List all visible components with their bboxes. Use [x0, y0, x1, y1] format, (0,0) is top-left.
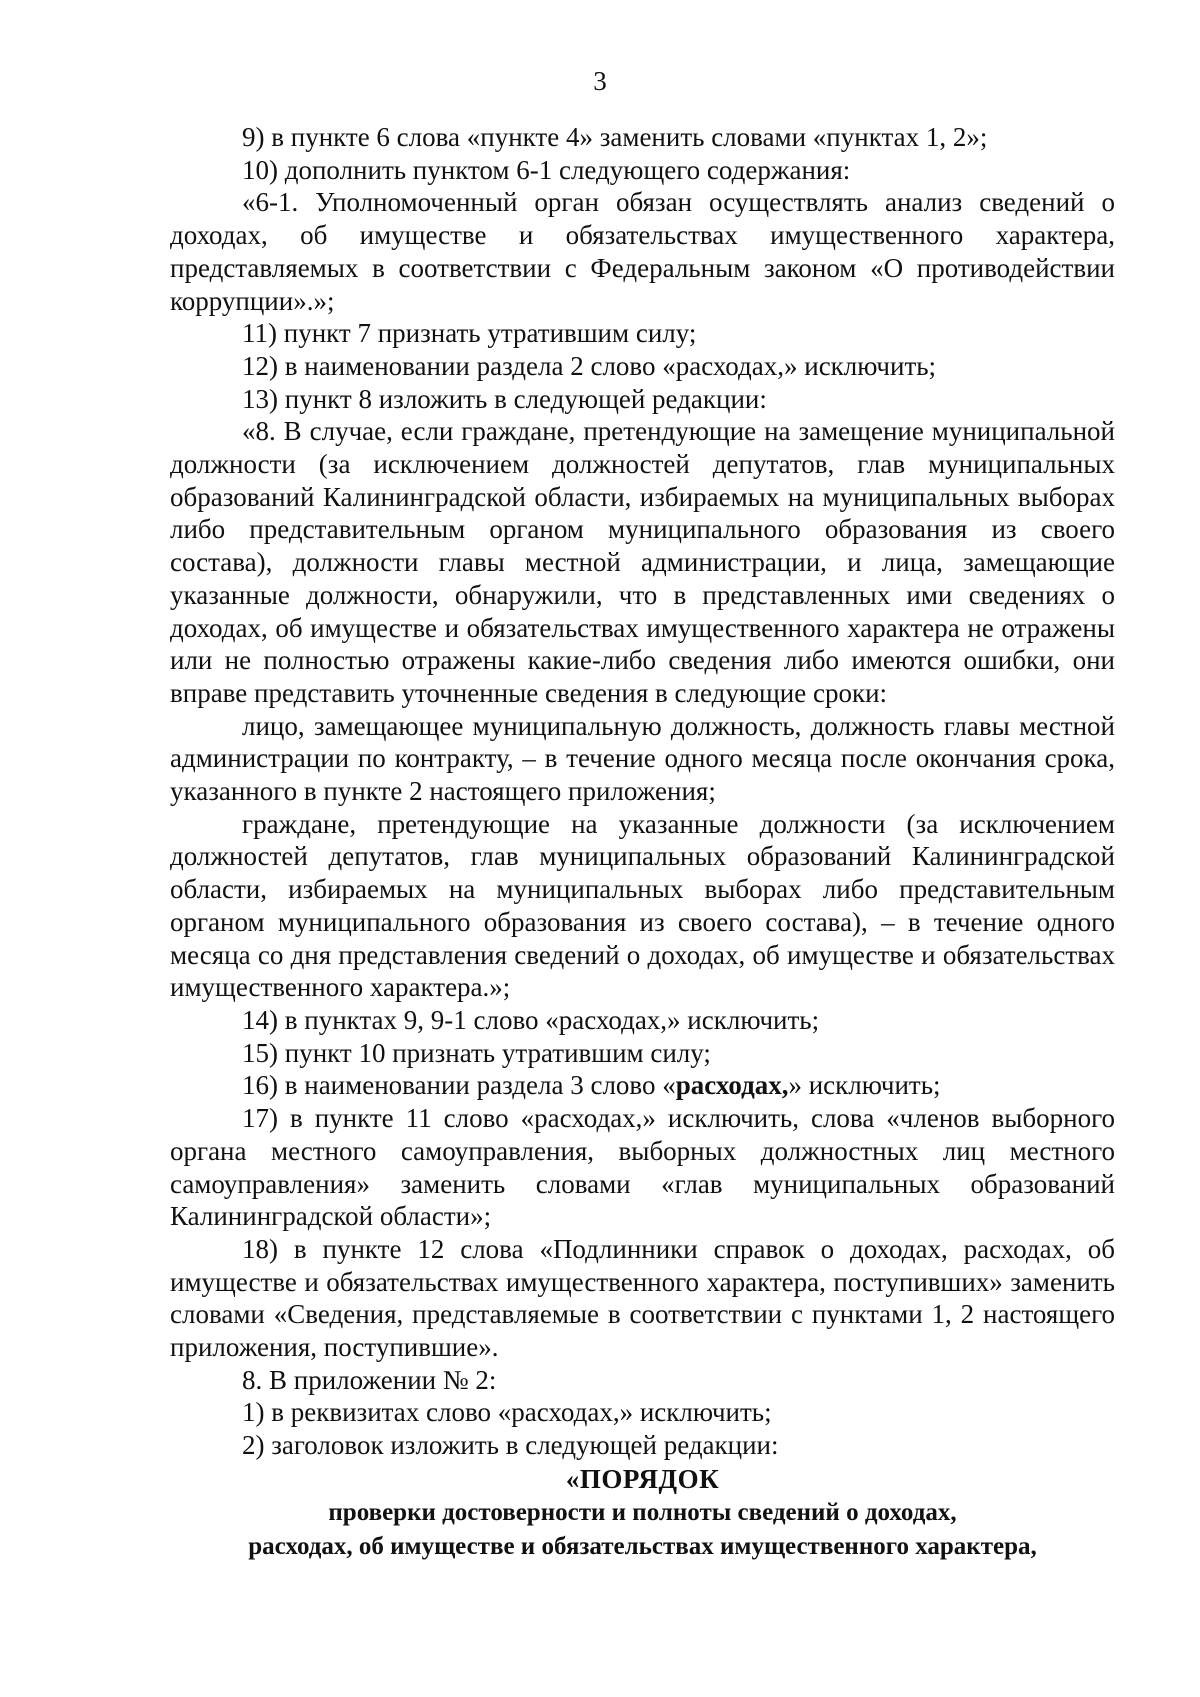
paragraph-9: 9) в пункте 6 слова «пункте 4» заменить словами «пунктах 1, 2»;: [242, 122, 988, 152]
paragraph-17: 17) в пункте 11 слово «расходах,» исключить, слова «членов выборного органа местного самоуправления, выборных должностных лиц местного самоуправления» заменить словами «глав муниципальных образований Калининградской области»;: [170, 1103, 1115, 1232]
paragraph-13: 13) пункт 8 изложить в следующей редакции:: [242, 383, 767, 414]
paragraph-12: 12) в наименовании раздела 2 слово «расходах,» исключить;: [242, 350, 937, 381]
paragraph-appendix-2: 8. В приложении № 2:: [242, 1364, 497, 1395]
paragraph-11: 11) пункт 7 признать утратившим силу;: [242, 318, 697, 349]
paragraph-term-official: лицо, замещающее муниципальную должность, должность главы местной администрации по контракту, – в течение одного месяца после окончания срока, указанного в пункте 2 настоящего приложения;: [170, 710, 1115, 807]
document-body: [170, 121, 1115, 1564]
paragraph-15: 15) пункт 10 признать утратившим силу;: [242, 1037, 711, 1068]
paragraph-16: [170, 1069, 1115, 1102]
paragraph-14: 14) в пунктах 9, 9-1 слово «расходах,» исключить;: [242, 1004, 820, 1035]
heading-line-2: расходах, об имуществе и обязательствах имущественного характера,: [248, 1532, 1037, 1560]
paragraph-16-before: 16) в наименовании раздела 3 слово «: [242, 1070, 676, 1101]
heading-title: «ПОРЯДОК: [565, 1463, 720, 1494]
paragraph-6-1-text: «6-1. Уполномоченный орган обязан осуществлять анализ сведений о доходах, об имуществе и обязательствах имущественного характера, представляемых в соответствии с Федеральным законом «О противодействии коррупции».»;: [170, 187, 1115, 316]
paragraph-appendix-2-item-1: 1) в реквизитах слово «расходах,» исключить;: [242, 1397, 772, 1428]
page-number: 3: [593, 66, 607, 96]
paragraph-16-after: » исключить;: [788, 1070, 941, 1101]
heading-line-1: проверки достоверности и полноты сведений о доходах,: [328, 1498, 957, 1526]
paragraph-10: 10) дополнить пунктом 6-1 следующего содержания:: [242, 154, 851, 185]
paragraph-8-text: «8. В случае, если граждане, претендующие на замещение муниципальной должности (за исключением должностей депутатов, глав муниципальных образований Калининградской области, избираемых на муниципальных выборах либо представительным органом муниципального образования из своего состава), должности главы местной администрации, и лица, замещающие указанные должности, обнаружили, что в представленных ими сведениях о доходах, об имуществе и обязательствах имущественного характера не отражены или не полностью отражены какие-либо сведения либо имеются ошибки, они вправе представить уточненные сведения в следующие сроки:: [170, 416, 1115, 708]
paragraph-16-bold: расходах,: [675, 1070, 789, 1101]
paragraph-appendix-2-item-2: 2) заголовок изложить в следующей редакции:: [242, 1430, 779, 1461]
paragraph-term-candidates: граждане, претендующие на указанные должности (за исключением должностей депутатов, глав муниципальных образований Калининградской области, избираемых на муниципальных выборах либо представительным органом муниципального образования из своего состава), – в течение одного месяца со дня представления сведений о доходах, об имуществе и обязательствах имущественного характера.»;: [170, 808, 1115, 1003]
paragraph-18: 18) в пункте 12 слова «Подлинники справок о доходах, расходах, об имуществе и обязательствах имущественного характера, поступивших» заменить словами «Сведения, представляемые в соответствии с пунктами 1, 2 настоящего приложения, поступившие».: [170, 1233, 1115, 1363]
